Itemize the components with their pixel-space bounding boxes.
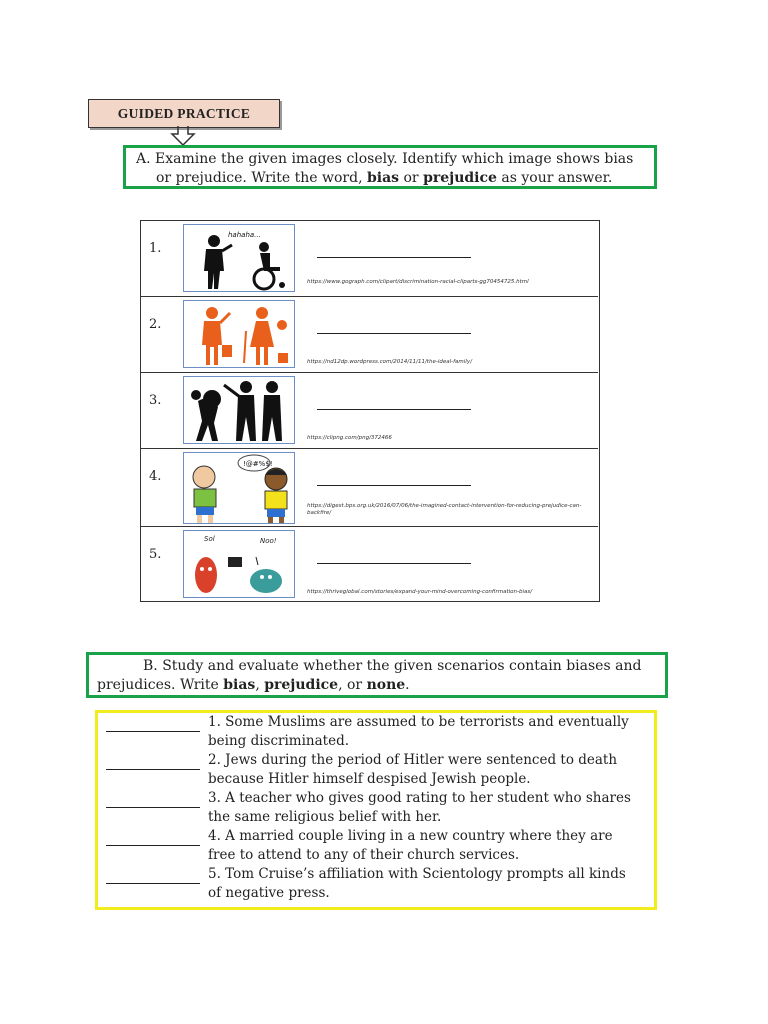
answer-blank-1[interactable] [317,257,471,258]
image-source-3: https://clipng.com/png/372466 [307,435,392,441]
part-b-line-2-text: prejudices. Write [97,677,224,693]
part-a-end: as your answer. [496,170,613,186]
discrimination-silhouette-picture [183,376,295,444]
scenario-text: 1. Some Muslims are assumed to be terrorists and eventually being discriminated. [208,714,629,749]
table-row [141,221,598,297]
part-b-sep-1: , [255,677,265,693]
scenario-text: 3. A teacher who gives good rating to her student who shares the same religious belief with her. [208,790,631,825]
picture-caption-right: Noo! [260,537,277,545]
table-row [141,449,598,527]
item-number: 1. [149,241,162,256]
part-a-line-2 [136,169,644,188]
down-arrow-icon [170,126,196,146]
part-b-line-2 [97,676,657,695]
item-number: 4. [149,469,162,484]
speech-bubble-text: !@#%$! [243,460,273,468]
gender-roles-picture [183,300,295,368]
guided-practice-header [88,99,280,128]
answer-blank-4[interactable] [317,485,471,486]
disability-mocking-picture [183,224,295,292]
answer-blank-3[interactable] [317,409,471,410]
word-prejudice: prejudice [264,677,339,693]
images-table [140,220,600,602]
item-number: 5. [149,547,162,562]
part-a-instructions [123,145,657,189]
word-bias: bias [223,677,256,693]
answer-blank-5[interactable] [317,563,471,564]
part-b-instructions [86,652,668,698]
part-a-or: or [399,170,424,186]
scenario-text: 4. A married couple living in a new country where they are free to attend to any of their church services. [208,828,613,863]
item-number: 3. [149,393,162,408]
scenario-answer-blank-3[interactable] [106,807,200,808]
header-title: GUIDED PRACTICE [117,105,251,121]
kids-arguing-picture [183,452,295,524]
picture-caption: hahaha... [228,231,261,239]
scenario-answer-blank-5[interactable] [106,883,200,884]
answer-blank-2[interactable] [317,333,471,334]
part-b-sep-2: , or [338,677,367,693]
word-prejudice: prejudice [423,170,497,186]
word-none: none [366,677,406,693]
scenario-text: 5. Tom Cruise’s affiliation with Scientology prompts all kinds of negative press. [208,866,626,901]
image-source-2: https://nd12dp.wordpress.com/2014/11/11/the-ideal-family/ [307,359,472,365]
table-row [141,527,598,603]
part-a-line-1: A. Examine the given images closely. Identify which image shows bias [136,151,634,167]
scenario-answer-blank-1[interactable] [106,731,200,732]
scenario-answer-blank-4[interactable] [106,845,200,846]
confirmation-bias-picture [183,530,295,598]
image-source-4: https://digest.bps.org.uk/2016/07/06/the-imagined-contact-intervention-for-reducing-prejudice-can-backfire/ [307,503,582,516]
table-row [141,297,598,373]
scenario-answer-blank-2[interactable] [106,769,200,770]
image-source-1: https://www.gograph.com/clipart/discrimination-racial-cliparts-gg70454725.html [307,279,529,285]
table-row [141,373,598,449]
scenario-text: 2. Jews during the period of Hitler were sentenced to death because Hitler himself despised Jewish people. [208,752,618,787]
part-b-end: . [405,677,410,693]
scenarios-box [95,710,657,910]
part-a-line-2-text: or prejudice. Write the word, [156,170,367,186]
item-number: 2. [149,317,162,332]
image-source-5: https://thriveglobal.com/stories/expand-your-mind-overcoming-confirmation-bias/ [307,589,533,595]
picture-caption-left: Sol [204,535,215,543]
part-b-line-1: B. Study and evaluate whether the given scenarios contain biases and [143,658,642,674]
word-bias: bias [366,170,400,186]
